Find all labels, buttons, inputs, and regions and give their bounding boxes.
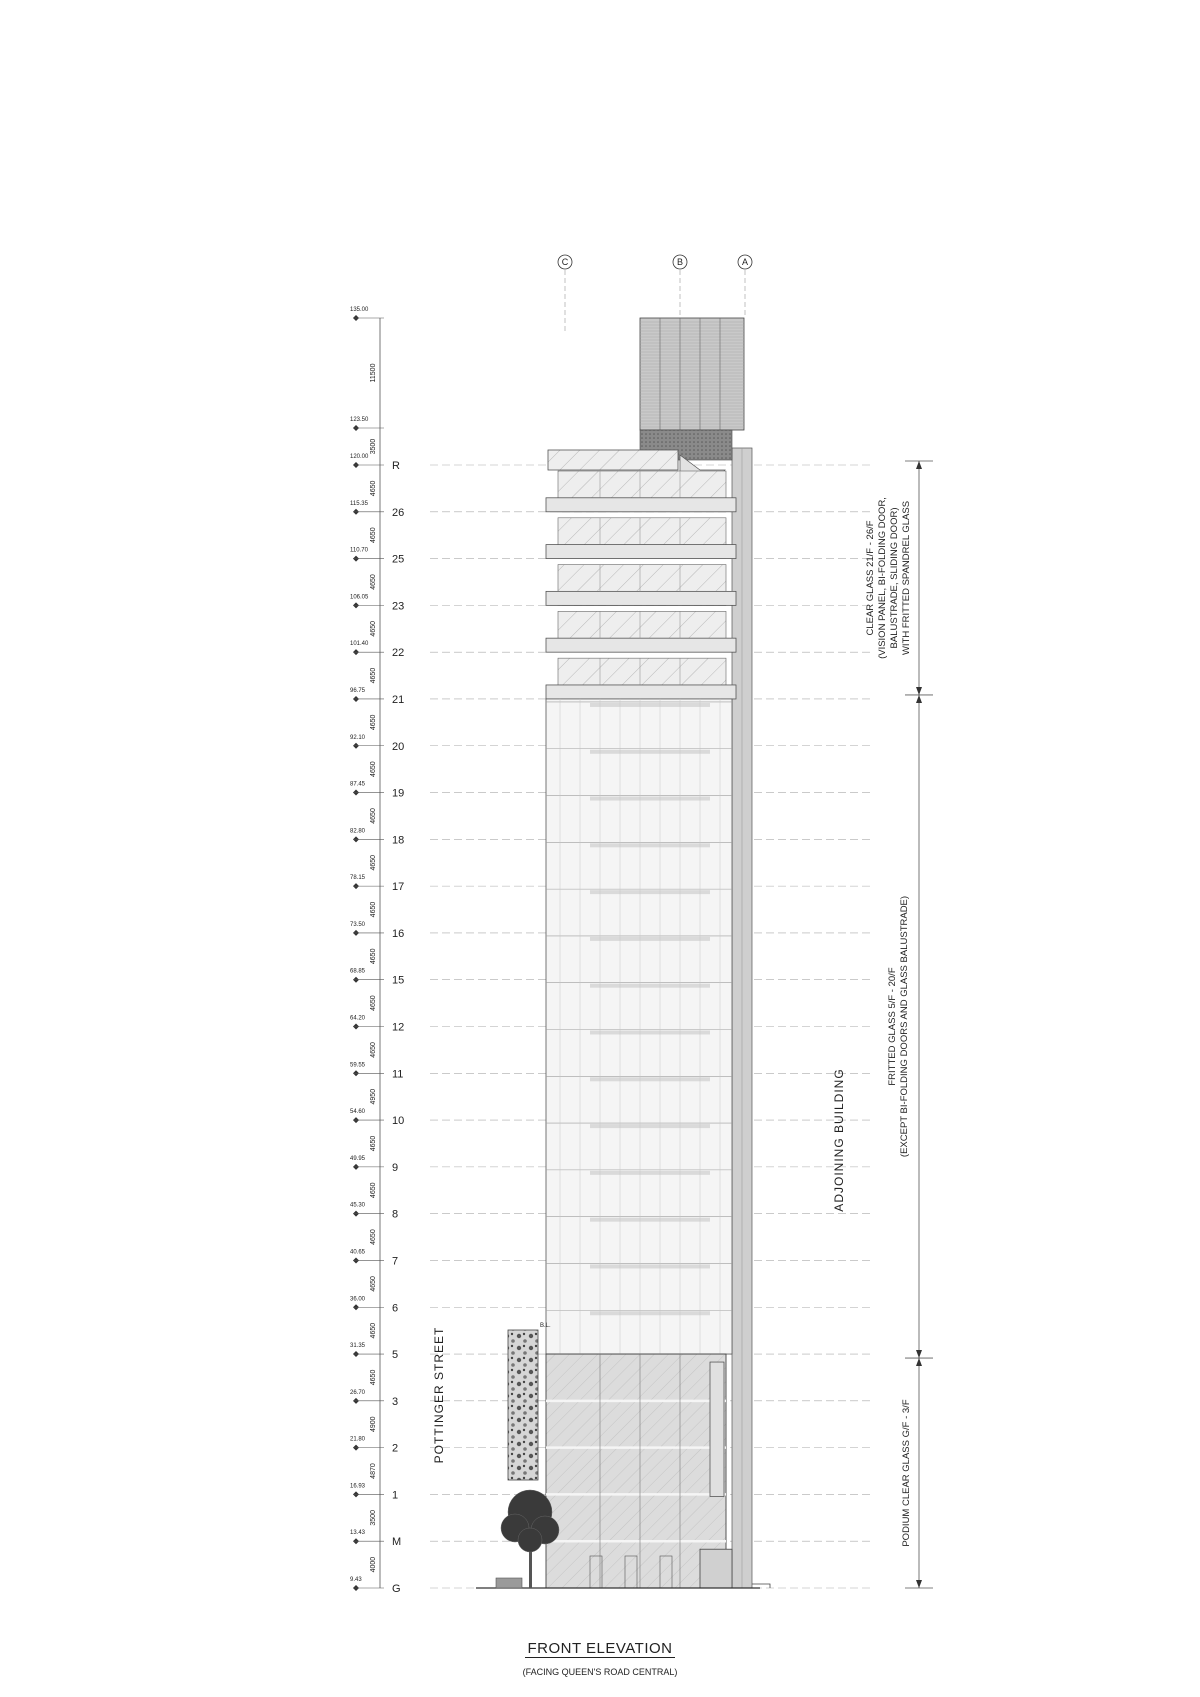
drawing-title: FRONT ELEVATION xyxy=(527,1640,673,1657)
grid-marker-a xyxy=(738,255,752,318)
elevation-value: 21.80 xyxy=(350,1436,366,1443)
floor-label: 11 xyxy=(392,1068,404,1081)
glass-note-line: BALUSTRADE, SLIDING DOOR) xyxy=(889,507,900,649)
fritted-spandrel-band xyxy=(590,1171,710,1175)
fritted-spandrel-band xyxy=(590,1077,710,1081)
level-M xyxy=(350,1530,384,1544)
dimension-value: 3500 xyxy=(369,1510,377,1526)
dimension-value: 4650 xyxy=(369,1369,377,1386)
elevation-value: 101.40 xyxy=(350,641,369,648)
elevation-value: 78.15 xyxy=(350,875,366,882)
level-11 xyxy=(350,1062,384,1076)
level-3 xyxy=(350,1390,384,1404)
glass-note-line: PODIUM CLEAR GLASS G/F - 3/F xyxy=(901,1399,912,1547)
dimension-value: 4650 xyxy=(369,761,377,777)
level-20 xyxy=(350,735,384,749)
entrance-door xyxy=(700,1549,732,1588)
grid-marker-b xyxy=(673,255,687,318)
dimension-value: 4650 xyxy=(369,1042,377,1058)
elevation-value: 87.45 xyxy=(350,781,366,788)
glass-note-line: WITH FRITTED SPANDREL GLASS xyxy=(901,500,912,656)
dimension-value: 4650 xyxy=(369,527,377,543)
glass-note-line: CLEAR GLASS 21/F - 26/F xyxy=(865,520,876,636)
dimension-value: 4000 xyxy=(369,1556,377,1573)
roof-crown xyxy=(640,318,744,430)
floor-label: 2 xyxy=(392,1442,399,1455)
elevation-value: 26.70 xyxy=(350,1389,366,1396)
dimension-value: 4650 xyxy=(369,901,377,918)
grid-label: B xyxy=(676,257,684,267)
floor-label: 25 xyxy=(392,553,405,566)
elevation-value: 64.20 xyxy=(350,1015,366,1022)
elevation-value: 96.75 xyxy=(350,687,366,694)
floor-label: 15 xyxy=(392,974,405,987)
level-16 xyxy=(350,922,384,936)
terrace-slab-edge xyxy=(546,591,736,605)
elevation-value: 31.35 xyxy=(350,1343,366,1350)
fritted-spandrel-band xyxy=(590,797,710,801)
drawing-subtitle: (FACING QUEEN'S ROAD CENTRAL) xyxy=(522,1667,678,1677)
dimension-value: 4950 xyxy=(369,1088,377,1105)
level-26 xyxy=(350,501,384,515)
fritted-spandrel-band xyxy=(590,1264,710,1268)
fritted-spandrel-band xyxy=(590,1124,710,1128)
elevation-value: 115.35 xyxy=(350,500,368,507)
level-8 xyxy=(350,1203,384,1217)
dimension-value: 4650 xyxy=(369,1322,377,1339)
arrowhead-icon xyxy=(916,1580,922,1588)
elevation-value: 49.95 xyxy=(350,1155,366,1162)
dimension-value: 3500 xyxy=(369,438,377,455)
level-1 xyxy=(350,1483,384,1497)
dimension-value: 4650 xyxy=(369,480,377,497)
floor-label: 18 xyxy=(392,834,405,847)
level-21 xyxy=(350,688,384,702)
floor-label: G xyxy=(392,1583,401,1595)
fritted-spandrel-band xyxy=(590,1311,710,1315)
dimension-value: 4650 xyxy=(369,574,377,590)
elevation-value: 36.00 xyxy=(350,1296,366,1303)
building xyxy=(476,318,770,1588)
grid-label: A xyxy=(741,257,749,267)
elevation-value: 110.70 xyxy=(350,547,368,554)
floor-label: 22 xyxy=(392,647,405,660)
elevation-value: 82.80 xyxy=(350,828,366,835)
level-top xyxy=(350,307,384,321)
pottinger-street-label: POTTINGER STREET xyxy=(432,1326,446,1464)
level-12 xyxy=(350,1016,384,1030)
elevation-value: 16.93 xyxy=(350,1483,366,1490)
level-19 xyxy=(350,782,384,796)
glass-note-line: (EXCEPT BI-FOLDING DOORS AND GLASS BALUSTRADE) xyxy=(899,895,910,1158)
level-17 xyxy=(350,875,384,889)
level-mid xyxy=(350,417,384,431)
floor-label: 21 xyxy=(392,693,405,706)
floor-label: 1 xyxy=(392,1489,399,1502)
floor-label: 8 xyxy=(392,1208,399,1221)
roof-parapet xyxy=(548,450,678,470)
arrowhead-icon xyxy=(916,695,922,703)
elevation-value: 9.43 xyxy=(350,1577,362,1583)
terrace-slab-edge xyxy=(546,685,736,699)
glass-notes xyxy=(865,461,933,1588)
fritted-spandrel-band xyxy=(590,1031,710,1035)
level-9 xyxy=(350,1156,384,1170)
glass-note-line: (VISION PANEL, BI-FOLDING DOOR, xyxy=(877,497,888,659)
level-10 xyxy=(350,1109,384,1123)
floor-label: 16 xyxy=(392,927,405,940)
elevation-value: 135.00 xyxy=(350,307,369,313)
floor-label: M xyxy=(392,1536,402,1549)
level-15 xyxy=(350,969,384,983)
grid-marker-c xyxy=(558,255,572,332)
level-18 xyxy=(350,828,384,842)
fritted-spandrel-band xyxy=(590,843,710,847)
level-23 xyxy=(350,594,384,608)
arrowhead-icon xyxy=(916,1358,922,1366)
floor-label: 19 xyxy=(392,787,405,800)
floor-label: 5 xyxy=(392,1349,399,1362)
dimension-value: 4650 xyxy=(369,995,377,1011)
elevation-value: 92.10 xyxy=(350,734,366,741)
level-25 xyxy=(350,548,384,562)
terrace-slab-edge xyxy=(546,498,736,512)
dimension-value: 11500 xyxy=(369,363,377,383)
dimension-value: 4870 xyxy=(369,1463,377,1479)
fritted-spandrel-band xyxy=(590,703,710,707)
elevation-value: 13.43 xyxy=(350,1530,366,1537)
dimension-value: 4650 xyxy=(369,1135,377,1152)
floor-label: 23 xyxy=(392,600,405,613)
arrowhead-icon xyxy=(916,461,922,469)
level-2 xyxy=(350,1437,384,1451)
elevation-value: 73.50 xyxy=(350,921,366,928)
adjoining-building-label: ADJOINING BUILDING xyxy=(832,1068,846,1212)
dimension-value: 4650 xyxy=(369,808,377,824)
grid-label: C xyxy=(561,257,569,267)
dimension-value: 4650 xyxy=(369,667,377,684)
floor-label: 6 xyxy=(392,1302,399,1315)
podium-vertical-feature xyxy=(710,1362,724,1496)
elevation-value: 59.55 xyxy=(350,1062,366,1069)
dimension-value: 4650 xyxy=(369,1182,377,1199)
fritted-spandrel-band xyxy=(590,984,710,988)
podium-facade xyxy=(546,1354,726,1588)
tree-foliage xyxy=(518,1528,542,1552)
floor-label: 3 xyxy=(392,1395,399,1408)
elevation-value: 120.00 xyxy=(350,454,369,460)
floor-label: 10 xyxy=(392,1115,405,1128)
floor-label: 20 xyxy=(392,740,405,753)
level-7 xyxy=(350,1249,384,1263)
building-line-label: B.L. xyxy=(540,1323,551,1329)
level-6 xyxy=(350,1296,384,1310)
floor-label: 7 xyxy=(392,1255,399,1268)
elevation-value: 123.50 xyxy=(350,417,369,423)
floor-label: R xyxy=(392,460,400,472)
floor-label: 9 xyxy=(392,1161,399,1174)
green-wall-planter xyxy=(508,1330,538,1480)
level-G xyxy=(350,1577,384,1591)
floor-label: 26 xyxy=(392,506,405,519)
dimension-value: 4650 xyxy=(369,948,377,965)
fritted-spandrel-band xyxy=(590,1218,710,1222)
street-bench xyxy=(496,1578,522,1588)
floor-label: 17 xyxy=(392,881,405,894)
elevation-value: 45.30 xyxy=(350,1202,366,1209)
terrace-slab-edge xyxy=(546,545,736,559)
level-R xyxy=(350,454,384,468)
elevation-value: 54.60 xyxy=(350,1109,366,1116)
dimension-value: 4900 xyxy=(369,1416,377,1433)
fritted-spandrel-band xyxy=(590,890,710,894)
dimension-value: 4650 xyxy=(369,1229,377,1245)
terrace-slab-edge xyxy=(546,638,736,652)
elevation-value: 106.05 xyxy=(350,594,369,601)
arrowhead-icon xyxy=(916,1350,922,1358)
fritted-spandrel-band xyxy=(590,750,710,754)
drawing-title-block xyxy=(0,1640,1200,1657)
dimension-value: 4650 xyxy=(369,714,377,731)
dimension-value: 4650 xyxy=(369,620,377,637)
elevation-value: 68.85 xyxy=(350,968,366,975)
arrowhead-icon xyxy=(916,687,922,695)
level-5 xyxy=(350,1343,384,1357)
elevation-value: 40.65 xyxy=(350,1249,366,1256)
floor-label: 12 xyxy=(392,1021,405,1034)
dimension-value: 4650 xyxy=(369,854,377,871)
dimension-value: 4650 xyxy=(369,1276,377,1292)
level-22 xyxy=(350,641,384,655)
glass-note-line: FRITTED GLASS 5/F - 20/F xyxy=(887,967,898,1086)
fritted-spandrel-band xyxy=(590,937,710,941)
